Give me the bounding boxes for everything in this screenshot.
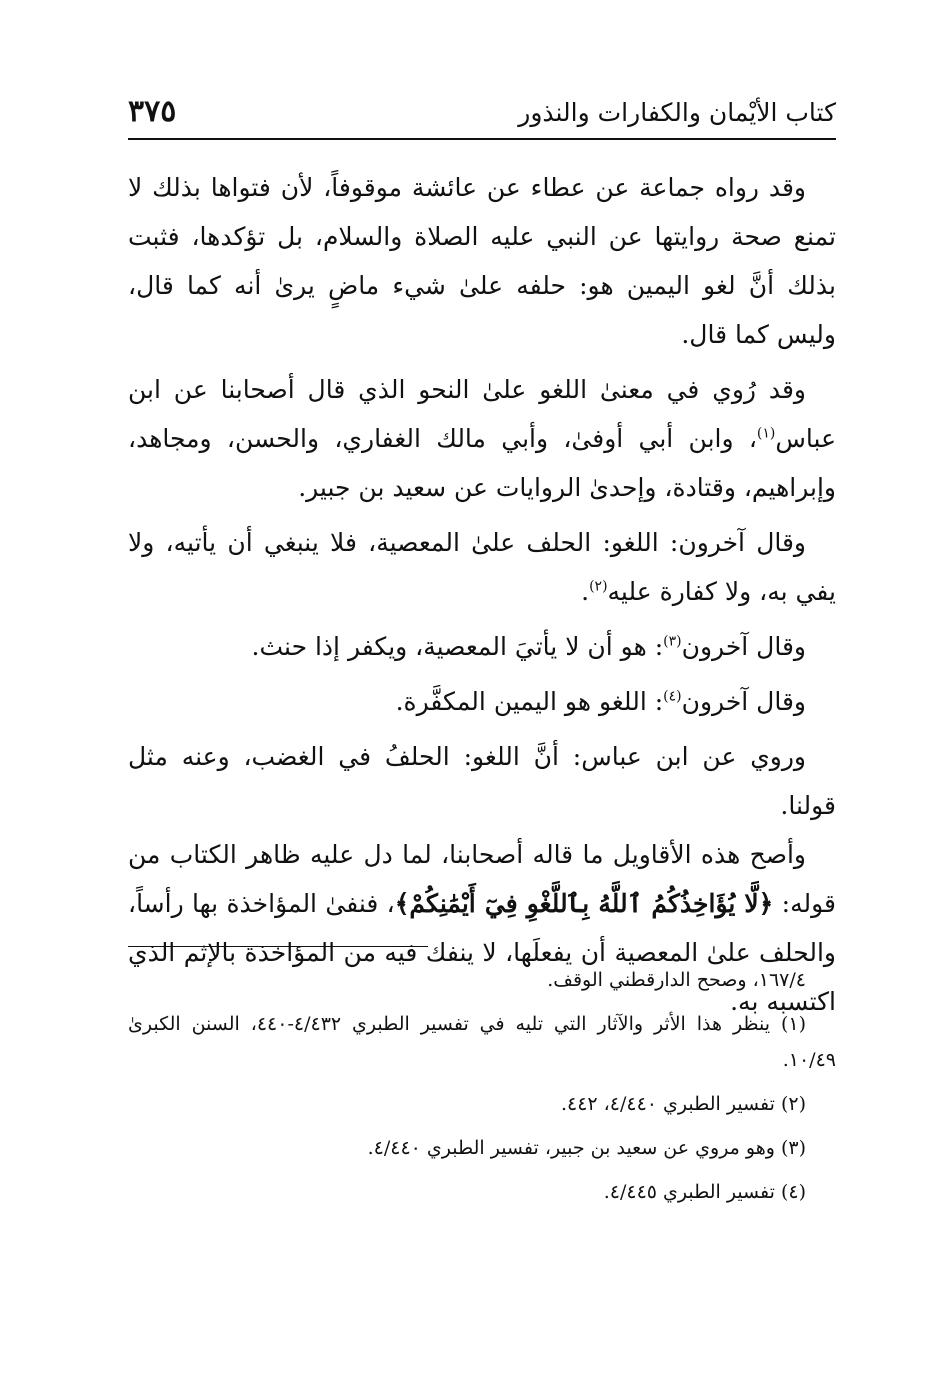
paragraph-2-text-a: وقد رُوي في معنىٰ اللغو علىٰ النحو الذي قال أصحابنا عن ابن عباس — [128, 375, 836, 453]
footnote-divider — [128, 946, 428, 947]
page-header — [128, 92, 836, 140]
main-text — [128, 163, 836, 1032]
paragraph-5-text-a: وقال آخرون — [681, 687, 806, 716]
page-number: ٣٧٥ — [128, 94, 177, 129]
paragraph-4 — [128, 622, 836, 671]
footnote-continuation: ١٦٧/٤، وصحح الدارقطني الوقف. — [547, 969, 806, 991]
quran-verse: ﴿لَّا يُؤَاخِذُكُمُ ٱللَّهُ بِٱللَّغْوِ فِيٓ أَيْمَٰنِكُمْ﴾ — [394, 889, 774, 918]
paragraph-3 — [128, 518, 836, 616]
paragraph-4-text-b: : هو أن لا يأتيَ المعصية، ويكفر إذا حنث. — [251, 632, 664, 661]
footnotes — [128, 962, 836, 1218]
paragraph-6: وروي عن ابن عباس: أنَّ اللغو: الحلفُ في الغضب، وعنه مثل قولنا. — [128, 742, 836, 820]
footnote-ref-2[interactable]: (٢) — [589, 578, 608, 595]
paragraph-3-text-b: . — [581, 577, 590, 606]
paragraph-2-text-b: ، وابن أبي أوفىٰ، وأبي مالك الغفاري، والحسن، ومجاهد، وإبراهيم، وقتادة، وإحدىٰ الروايات عن سعيد بن جبير. — [128, 424, 836, 502]
paragraph-7-text-a: وأصح هذه الأقاويل ما قاله أصحابنا، لما دل عليه ظاهر الكتاب من قوله: — [128, 840, 836, 918]
paragraph-5 — [128, 677, 836, 726]
footnote-4: (٤) تفسير الطبري ٤/٤٤٥. — [603, 1181, 806, 1203]
paragraph-7-text-b: ، فنفىٰ المؤاخذة بها رأساً، والحلف علىٰ المعصية أن يفعلَها، لا ينفك فيه من المؤاخذة بالإثم الذي اكتسبه به. — [128, 889, 836, 1016]
paragraph-2 — [128, 365, 836, 512]
paragraph-1: وقد رواه جماعة عن عطاء عن عائشة موقوفاً، لأن فتواها بذلك لا تمنع صحة روايتها عن النبي عليه الصلاة والسلام، بل تؤكدها، فثبت بذلك أنَّ لغو اليمين هو: حلفه علىٰ شيء ماضٍ يرىٰ أنه كما قال، وليس كما قال. — [128, 173, 836, 349]
footnote-ref-3[interactable]: (٣) — [663, 633, 682, 650]
footnote-1: (١) ينظر هذا الأثر والآثار التي تليه في تفسير الطبري ٤/٤٣٢-٤٤٠، السنن الكبرىٰ ١٠/٤٩. — [128, 1013, 836, 1071]
paragraph-5-text-b: : اللغو هو اليمين المكفَّرة. — [395, 687, 664, 716]
paragraph-3-text-a: وقال آخرون: اللغو: الحلف علىٰ المعصية، فلا ينبغي أن يأتيه، ولا يفي به، ولا كفارة عليه — [128, 528, 836, 606]
footnote-3: (٣) وهو مروي عن سعيد بن جبير، تفسير الطبري ٤/٤٤٠. — [367, 1137, 806, 1159]
paragraph-4-text-a: وقال آخرون — [681, 632, 806, 661]
footnote-ref-1[interactable]: (١) — [756, 425, 776, 442]
footnote-ref-4[interactable]: (٤) — [663, 688, 682, 705]
book-page — [128, 0, 836, 1377]
footnote-2: (٢) تفسير الطبري ٤/٤٤٠، ٤٤٢. — [560, 1093, 806, 1115]
chapter-title: كتاب الأيْمان والكفارات والنذور — [518, 98, 836, 127]
